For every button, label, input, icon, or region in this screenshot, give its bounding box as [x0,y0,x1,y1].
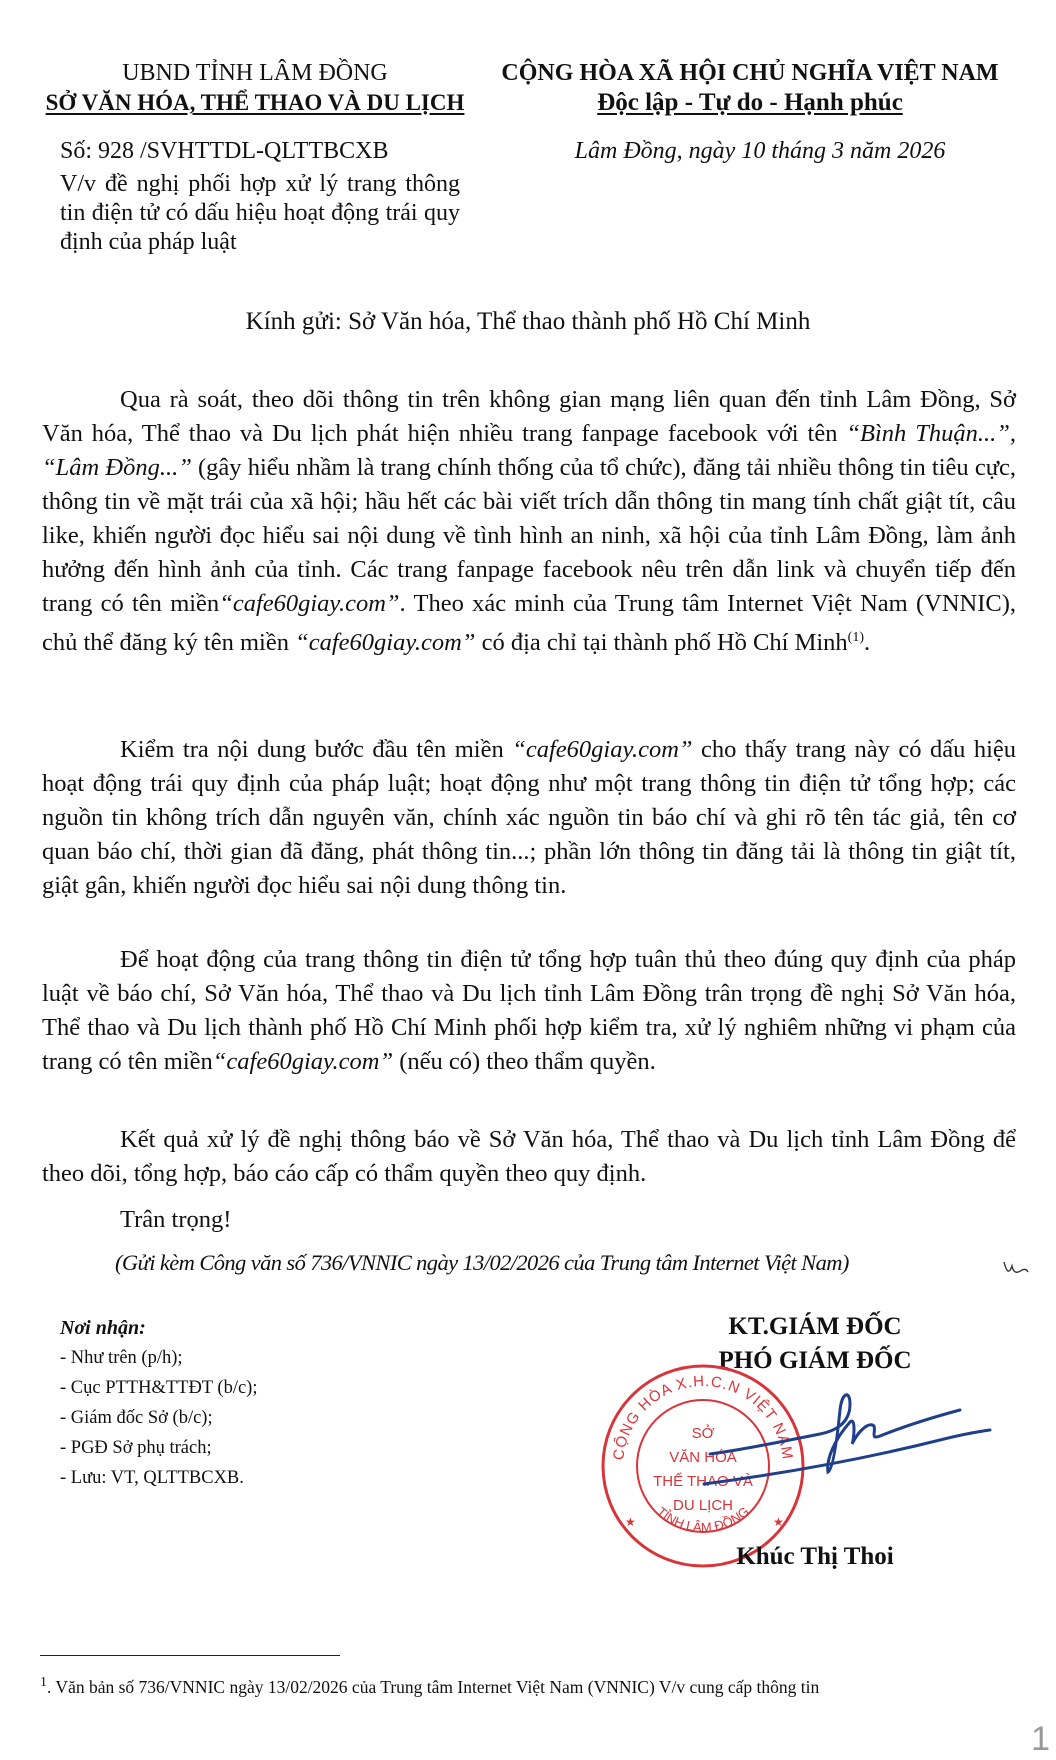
recipient-item: - Giám đốc Sở (b/c); [60,1408,213,1428]
paragraph-4: Kết quả xử lý đề nghị thông báo về Sở Văn hóa, Thể thao và Du lịch tỉnh Lâm Đồng để theo dõi, tổng hợp, báo cáo cấp có thẩm quyền theo quy định. [42,1126,1016,1187]
place-and-date: Lâm Đồng, ngày 10 tháng 3 năm 2026 [574,138,946,164]
attachment-note: (Gửi kèm Công văn số 736/VNNIC ngày 13/02/2026 của Trung tâm Internet Việt Nam) [115,1250,849,1275]
nation-name: CỘNG HÒA XÃ HỘI CHỦ NGHĨA VIỆT NAM [501,60,999,86]
seal-line-2: VĂN HÓA [669,1449,737,1466]
national-title-block [470,58,1030,118]
issuing-agency-block [40,58,470,118]
seal-line-4: DU LỊCH [672,1497,734,1514]
recipient-item: - Như trên (p/h); [60,1348,183,1368]
initial-mark [1000,1258,1030,1282]
province-committee: UBND TỈNH LÂM ĐỒNG [122,60,388,86]
closing: Trân trọng! [120,1206,232,1233]
document-subject: V/v đề nghị phối hợp xử lý trang thông tin điện tử có dấu hiệu hoạt động trái quy định của pháp luật [60,171,460,255]
recipients-block [60,1313,257,1493]
recipient-item: - Cục PTTH&TTĐT (b/c); [60,1378,258,1398]
handwritten-signature [700,1380,1020,1500]
seal-bottom-text: TỈNH LÂM ĐỒNG [654,1503,752,1535]
seal-line-1: SỞ [691,1425,715,1442]
national-motto: Độc lập - Tự do - Hạnh phúc [597,89,903,116]
recipients-label: Nơi nhận: [60,1317,146,1339]
department-name: SỞ VĂN HÓA, THỂ THAO VÀ DU LỊCH [45,90,465,115]
seal-line-3: THỂ THAO VÀ [653,1473,753,1490]
footnote-text: . Văn bản số 736/VNNIC ngày 13/02/2026 của Trung tâm Internet Việt Nam (VNNIC) V/v cung cấp thông tin [47,1676,820,1697]
seal-ring-text: CỘNG HÒA X.H.C.N VIỆT NAM [610,1372,796,1462]
seal-star-icon: ★ [625,1515,636,1529]
paragraph-3: Để hoạt động của trang thông tin điện tử tổng hợp tuân thủ theo đúng quy định của pháp luật về báo chí, Sở Văn hóa, Thể thao và Du lịch tỉnh Lâm Đồng trân trọng đề nghị Sở Văn hóa, Thể thao và Du lịch thành phố Hồ Chí Minh phối hợp kiểm tra, xử lý nghiêm những vi phạm của trang có tên miền“cafe60giay.com” (nếu có) theo thẩm quyền. [42,946,1016,1075]
footnote-mark: 1 [40,1675,47,1690]
recipient-item: - PGĐ Sở phụ trách; [60,1438,212,1458]
seal-star-icon: ★ [773,1515,784,1529]
footnote [40,1675,819,1698]
signer-title-1: KT.GIÁM ĐỐC [728,1313,902,1340]
footnote-divider [40,1655,340,1656]
footnote-ref: (1) [847,630,864,645]
signer-name: Khúc Thị Thoi [736,1543,894,1570]
document-number: Số: 928 /SVHTTDL-QLTTBCXB [60,138,389,164]
paragraph-1: Qua rà soát, theo dõi thông tin trên không gian mạng liên quan đến tỉnh Lâm Đồng, Sở Văn hóa, Thể thao và Du lịch phát hiện nhiều trang fanpage facebook với tên “Bình Thuận...”, “Lâm Đồng...” (gây hiểu nhầm là trang chính thống của tổ chức), đăng tải nhiều thông tin tiêu cực, thông tin về mặt trái của xã hội; hầu hết các bài viết trích dẫn thông tin mang tính chất giật tít, câu like, khiến người đọc hiểu sai nội dung về tình hình an ninh, xã hội của tỉnh Lâm Đồng, làm ảnh hưởng đến hình ảnh của tỉnh. Các trang fanpage facebook nêu trên dẫn link và chuyển tiếp đến trang có tên miền“cafe60giay.com”. Theo xác minh của Trung tâm Internet Việt Nam (VNNIC), chủ thể đăng ký tên miền “cafe60giay.com” có địa chỉ tại thành phố Hồ Chí Minh$^{(1)}$. [42,386,1016,657]
addressee: Kính gửi: Sở Văn hóa, Thể thao thành phố Hồ Chí Minh [245,308,811,335]
page-number: 1 [1031,1720,1050,1758]
signer-title-2: PHÓ GIÁM ĐỐC [718,1347,912,1374]
paragraph-2: Kiểm tra nội dung bước đầu tên miền “cafe60giay.com” cho thấy trang này có dấu hiệu hoạt động trái quy định của pháp luật; hoạt động như một trang thông tin điện tử tổng hợp; các nguồn tin không trích dẫn nguyên văn, chính xác nguồn tin báo chí và ghi rõ tên tác giả, tên cơ quan báo chí, thời gian đã đăng, phát thông tin...; phần lớn thông tin đăng tải là thông tin giật tít, giật gân, khiến người đọc hiểu sai nội dung thông tin. [42,736,1016,899]
recipient-item: - Lưu: VT, QLTTBCXB. [60,1468,244,1488]
